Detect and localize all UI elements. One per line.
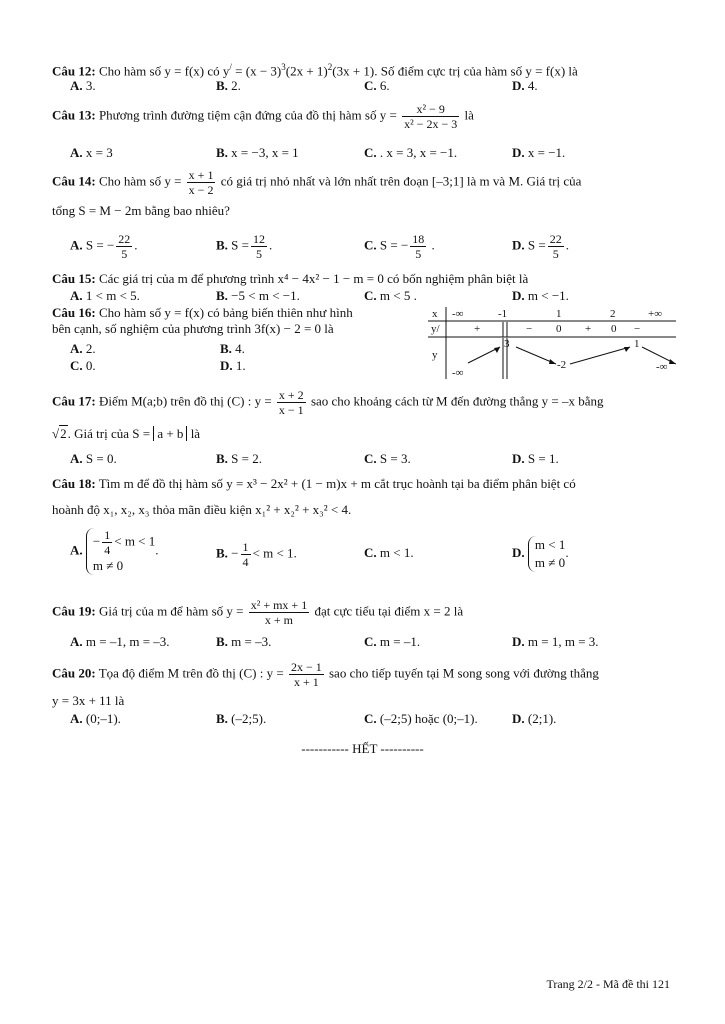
- option-a[interactable]: A. S = − $\frac{22}{5}$ .: [70, 232, 138, 261]
- option-b[interactable]: B. S = 2.: [216, 451, 262, 466]
- q20-options: [70, 711, 676, 727]
- option-d[interactable]: D. m < 1 m ≠ 0 .: [512, 537, 569, 570]
- q14-options: [70, 232, 676, 262]
- question-15: Câu 15: Các giá trị của m để phương trình x⁴ − 4x² − 1 − m = 0 có bốn nghiệm phân biệt là: [52, 271, 529, 286]
- option-c[interactable]: C. m = –1.: [364, 634, 421, 649]
- option-a[interactable]: A. 2.: [70, 341, 96, 356]
- option-b[interactable]: B. x = −3, x = 1: [216, 145, 299, 160]
- question-17-line2: √2. Giá trị của S = a + b là: [52, 426, 201, 441]
- q16-options-row1: [70, 341, 370, 357]
- question-14-line2: tổng S = M − 2m bằng bao nhiêu?: [52, 203, 230, 218]
- question-13: Câu 13: Phương trình đường tiệm cận đứng của đồ thị hàm số y = $\frac{\text{x² − 9}}{\text{x² − 2x − 3}}$ là: [52, 102, 474, 131]
- option-d[interactable]: D. S = 1.: [512, 451, 559, 466]
- option-c[interactable]: C. S = − $\frac{18}{5}$ .: [364, 232, 435, 261]
- option-b[interactable]: B. 4.: [220, 341, 245, 356]
- question-19: Câu 19: Giá trị của m để hàm số y = $\frac{\text{x² + mx + 1}}{x + m}$ đạt cực tiểu tại điểm x = 2 là: [52, 598, 464, 627]
- option-c[interactable]: C. 6.: [364, 78, 390, 93]
- q19-options: [70, 634, 676, 650]
- question-18: Câu 18: Tìm m để đồ thị hàm số y = x³ − 2x² + (1 − m)x + m cắt trục hoành tại ba điểm phân biệt có: [52, 476, 576, 491]
- q15-options: [70, 288, 676, 304]
- question-12: Câu 12: Cho hàm số y = f(x) có $y^/ = (x - 3)^3(2x + 1)^2(3x + 1)$. Số điểm cực trị của hàm số y = f(x) là: [52, 62, 578, 79]
- option-d[interactable]: D. S = $\frac{22}{5}$ .: [512, 232, 569, 261]
- fraction: $\frac{\text{x² + mx + 1}}{x + m}$: [250, 598, 308, 627]
- option-a[interactable]: A. (0;–1).: [70, 711, 121, 726]
- option-c[interactable]: C. S = 3.: [364, 451, 411, 466]
- option-d[interactable]: D. (2;1).: [512, 711, 557, 726]
- option-a[interactable]: A. S = 0.: [70, 451, 117, 466]
- option-b[interactable]: B. − $\frac{1}{4}$ < m < 1.: [216, 540, 297, 569]
- option-b[interactable]: B. −5 < m < −1.: [216, 288, 300, 303]
- question-16-line2: bên cạnh, số nghiệm của phương trình 3f(x) − 2 = 0 là: [52, 321, 334, 336]
- question-17: Câu 17: Điểm M(a;b) trên đồ thị (C) : y = $\frac{x + 2}{x - 1}$ sao cho khoảng cách từ M đến đường thẳng y = –x bằng: [52, 388, 604, 417]
- option-c[interactable]: C. (–2;5) hoặc (0;–1).: [364, 711, 478, 726]
- question-18-line2: hoành độ x₁, x₂, x₃ thỏa mãn điều kiện x₁² + x₂² + x₃² < 4.: [52, 502, 352, 517]
- end-marker: ----------- HẾT ----------: [301, 741, 424, 756]
- option-c[interactable]: C. m < 1.: [364, 545, 414, 560]
- q13-options: [70, 145, 676, 161]
- fraction: $\frac{x + 2}{x - 1}$: [278, 388, 304, 417]
- option-c[interactable]: C. 0.: [70, 358, 96, 373]
- option-a[interactable]: A. m = –1, m = –3.: [70, 634, 170, 649]
- option-a[interactable]: A. x = 3: [70, 145, 113, 160]
- question-14: Câu 14: Cho hàm số y = $\frac{x + 1}{x - 2}$ có giá trị nhỏ nhất và lớn nhất trên đoạn [–3;1] là m và M. Giá trị của: [52, 168, 582, 197]
- question-20: Câu 20: Tọa độ điểm M trên đồ thị (C) : y = $\frac{2x - 1}{x + 1}$ sao cho tiếp tuyến tại M song song với đường thẳng: [52, 660, 599, 689]
- variation-table: x y/ y -∞ -1 1 2 +∞ + − 0 + 0 − 3 -2 1 -∞ -∞: [428, 307, 676, 379]
- option-b[interactable]: B. 2.: [216, 78, 241, 93]
- question-label: Câu 12:: [52, 63, 96, 79]
- option-a[interactable]: A. 1 < m < 5.: [70, 288, 140, 303]
- q18-options: [70, 528, 676, 580]
- option-c[interactable]: C. m < 5 .: [364, 288, 417, 303]
- option-b[interactable]: B. (–2;5).: [216, 711, 267, 726]
- option-a[interactable]: A. − $\frac{1}{4}$ < m < 1 m ≠ 0 .: [70, 528, 159, 573]
- option-d[interactable]: D. m < −1.: [512, 288, 569, 303]
- page-footer: Trang 2/2 - Mã đề thi 121: [546, 977, 670, 991]
- fraction: $\frac{2x - 1}{x + 1}$: [290, 660, 322, 689]
- option-d[interactable]: D. 1.: [220, 358, 246, 373]
- option-d[interactable]: D. 4.: [512, 78, 538, 93]
- fraction: $\frac{\text{x² − 9}}{\text{x² − 2x − 3}}$: [404, 102, 458, 131]
- question-16: Câu 16: Cho hàm số y = f(x) có bảng biến thiên như hình: [52, 305, 353, 320]
- option-d[interactable]: D. x = −1.: [512, 145, 566, 160]
- option-c[interactable]: C. . x = 3, x = −1.: [364, 145, 458, 160]
- fraction: $\frac{x + 1}{x - 2}$: [188, 168, 214, 197]
- option-b[interactable]: B. m = –3.: [216, 634, 272, 649]
- q16-options-row2: [70, 358, 370, 374]
- option-d[interactable]: D. m = 1, m = 3.: [512, 634, 599, 649]
- q17-options: [70, 451, 676, 467]
- option-a[interactable]: A. 3.: [70, 78, 96, 93]
- q12-options: [70, 78, 676, 94]
- option-b[interactable]: B. S = $\frac{12}{5}$ .: [216, 232, 273, 261]
- question-20-line2: y = 3x + 11 là: [52, 693, 125, 708]
